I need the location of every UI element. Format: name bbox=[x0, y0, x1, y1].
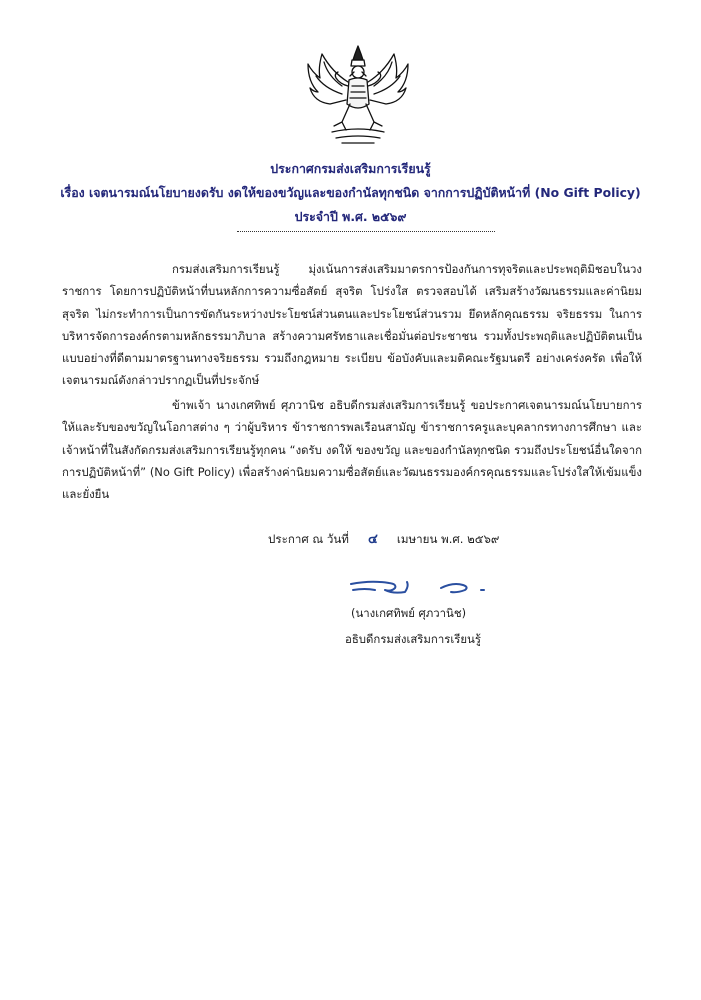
body-paragraph-1: กรมส่งเสริมการเรียนรู้ มุ่งเน้นการส่งเสริมมาตรการป้องกันการทุจริตและประพฤติมิชอบในวงราชการ โดยการปฏิบัติหน้าที่บนหลักการความซื่อสัตย์ สุจริต โปร่งใส ตรวจสอบได้ เสริมสร้างวัฒนธรรมและค่านิยมสุจริต ไม่กระทำการเป็นการขัดกันระหว่างประโยชน์ส่วนตนและประโยชน์ส่วนรวม ยึดหลักคุณธรรม จริยธรรม ในการบริหารจัดการองค์กรตามหลักธรรมาภิบาล สร้างความศรัทธาและเชื่อมั่นต่อประชาชน รวมทั้งประพฤติและปฏิบัติตนเป็นแบบอย่างที่ดีตามมาตรฐานทางจริยธรรม รวมถึงกฎหมาย ระเบียบ ข้อบังคับและมติคณะรัฐมนตรี อย่างเคร่งครัด เพื่อให้เจตนารมณ์ดังกล่าวปรากฏเป็นที่ประจักษ์ bbox=[62, 262, 642, 388]
garuda-emblem-icon bbox=[302, 42, 414, 146]
announcement-subject: เรื่อง เจตนารมณ์นโยบายงดรับ งดให้ของขวัญและของกำนัลทุกชนิด จากการปฏิบัติหน้าที่ (No Gift Policy) bbox=[60, 185, 641, 200]
handwritten-signature bbox=[345, 574, 505, 600]
dotted-divider bbox=[237, 231, 495, 232]
announcement-dateline bbox=[268, 528, 499, 549]
dateline-suffix: เมษายน พ.ศ. ๒๕๖๙ bbox=[396, 532, 500, 546]
dateline-day: ๔ bbox=[368, 532, 378, 547]
dateline-prefix: ประกาศ ณ วันที่ bbox=[268, 532, 349, 546]
announcement-title: ประกาศกรมส่งเสริมการเรียนรู้ bbox=[270, 161, 431, 176]
signer-name: (นางเกศทิพย์ ศุภวานิช) bbox=[351, 606, 467, 620]
signer-title: อธิบดีกรมส่งเสริมการเรียนรู้ bbox=[345, 632, 481, 646]
body-paragraph-2: ข้าพเจ้า นางเกศทิพย์ ศุภวานิช อธิบดีกรมส่งเสริมการเรียนรู้ ขอประกาศเจตนารมณ์นโยบายการให้และรับของขวัญในโอกาสต่าง ๆ ว่าผู้บริหาร ข้าราชการพลเรือนสามัญ ข้าราชการครูและบุคลากรทางการศึกษา และเจ้าหน้าที่ในสังกัดกรมส่งเสริมการเรียนรู้ทุกคน “งดรับ งดให้ ของขวัญ และของกำนัลทุกชนิด รวมถึงประโยชน์อื่นใดจากการปฏิบัติหน้าที่” (No Gift Policy) เพื่อสร้างค่านิยมความซื่อสัตย์และวัฒนธรรมองค์กรคุณธรรมและโปร่งใสให้เข้มแข็งและยั่งยืน bbox=[62, 398, 642, 502]
announcement-year: ประจำปี พ.ศ. ๒๕๖๙ bbox=[294, 209, 407, 224]
